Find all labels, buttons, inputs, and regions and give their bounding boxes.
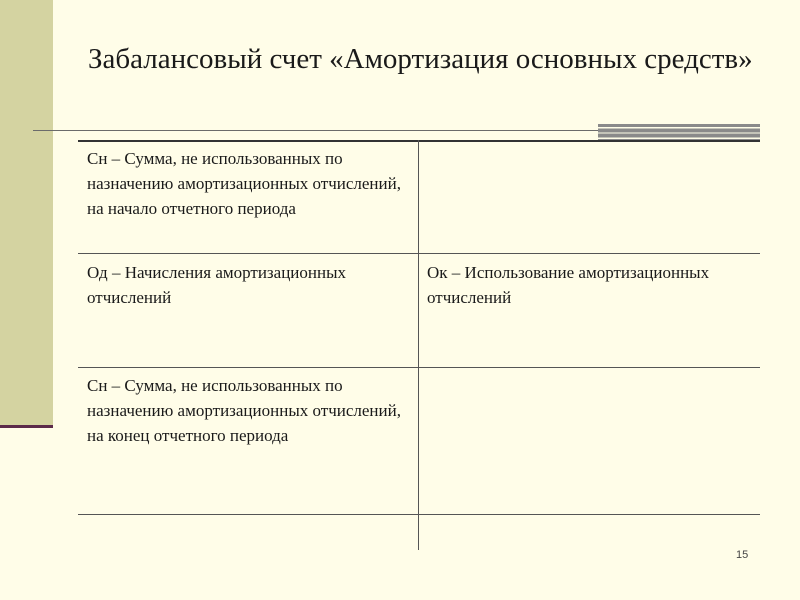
table-row-divider (78, 253, 760, 254)
debit-turnover-cell: Од – Начисления амортизационных отчислений (87, 263, 347, 307)
table-row-divider (78, 514, 760, 515)
closing-balance-cell: Сн – Сумма, не использованных по назначению амортизационных отчислений, на конец отчетного периода (87, 376, 401, 445)
decorative-stripe-block (598, 124, 760, 140)
table-row-divider (78, 367, 760, 368)
page-number: 15 (736, 549, 749, 561)
slide-title: Забалансовый счет «Амортизация основных средств» (88, 43, 753, 75)
decorative-side-bar-underline (0, 425, 53, 428)
credit-turnover-cell: Ок – Использование амортизационных отчислений (427, 263, 710, 307)
decorative-side-bar (0, 0, 53, 425)
table-center-divider (418, 140, 419, 550)
opening-balance-cell: Сн – Сумма, не использованных по назначению амортизационных отчислений, на начало отчетного периода (87, 149, 401, 218)
table-top-border (78, 140, 760, 142)
